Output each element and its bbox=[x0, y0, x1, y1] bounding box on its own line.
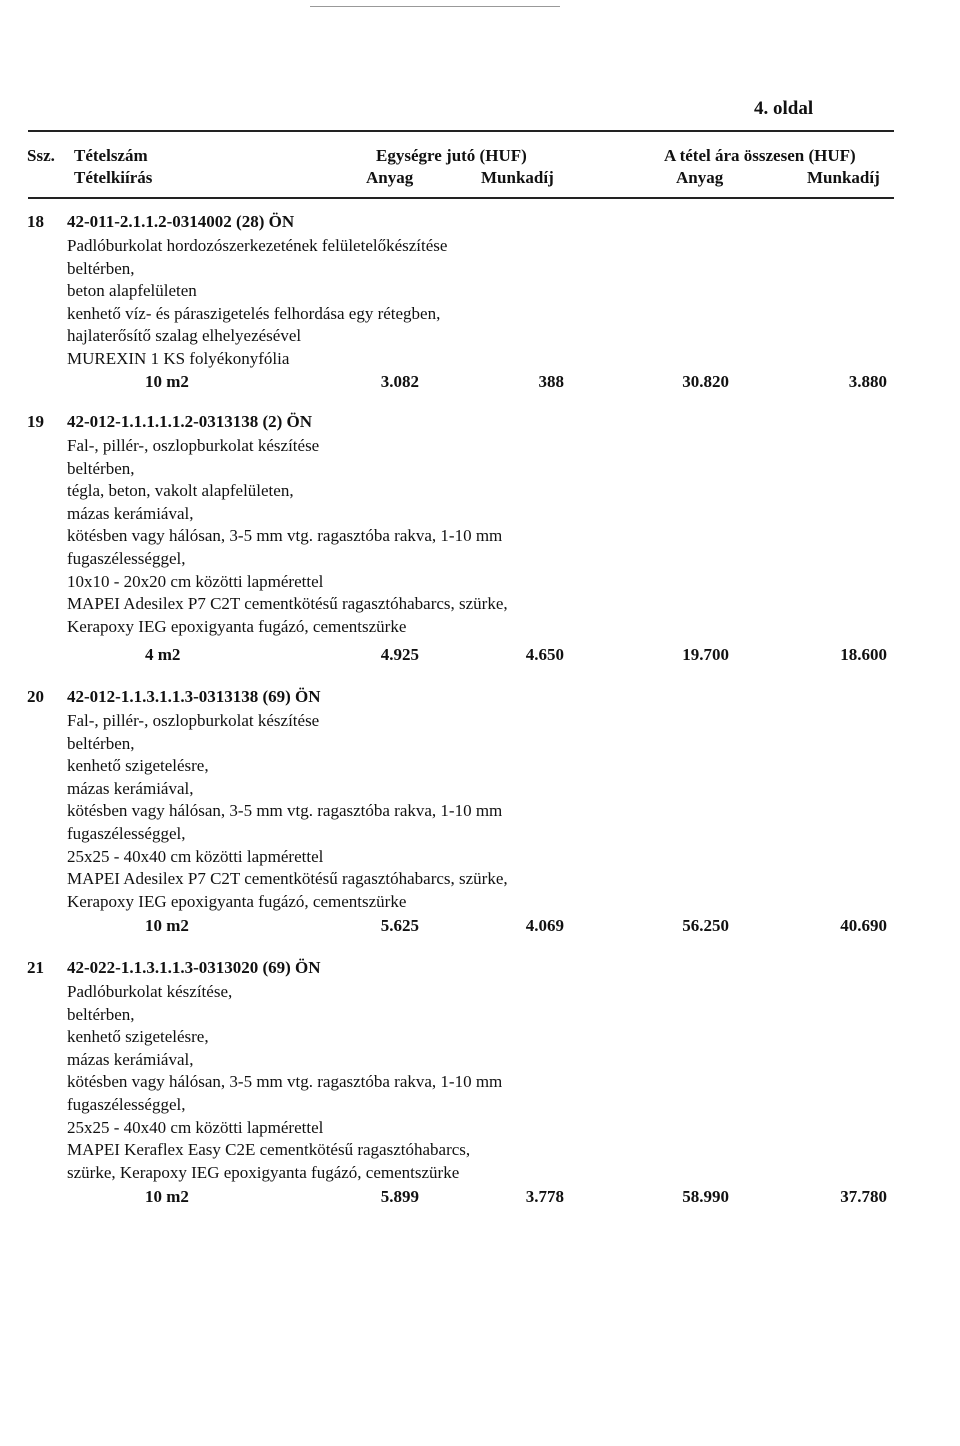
total-material-price: 30.820 bbox=[682, 372, 729, 391]
item-code: 42-012-1.1.1.1.1.2-0313138 (2) ÖN bbox=[67, 412, 313, 431]
header-unit-price: Egységre jutó (HUF) bbox=[376, 146, 527, 165]
total-material-price: 58.990 bbox=[682, 1187, 729, 1206]
item-description-line: kötésben vagy hálósan, 3-5 mm vtg. ragasztóba rakva, 1-10 mm bbox=[67, 801, 503, 821]
unit-labor-price: 4.069 bbox=[525, 916, 564, 935]
total-labor-price: 18.600 bbox=[840, 645, 887, 664]
unit-material-price: 4.925 bbox=[380, 645, 419, 664]
total-labor-price: 3.880 bbox=[848, 372, 887, 391]
item-description-line: mázas kerámiával, bbox=[67, 778, 194, 798]
unit-material-price: 5.899 bbox=[380, 1187, 419, 1206]
item-description-line: beltérben, bbox=[67, 1004, 135, 1024]
item-description-line: tégla, beton, vakolt alapfelületen, bbox=[67, 481, 294, 501]
item-description-line: fugaszélességgel, bbox=[67, 1095, 186, 1114]
header-unit-labor: Munkadíj bbox=[481, 168, 554, 187]
unit-material-price: 5.625 bbox=[380, 916, 419, 935]
header-total-price: A tétel ára összesen (HUF) bbox=[664, 146, 856, 165]
item-description-line: MAPEI Keraflex Easy C2E cementkötésű ragasztóhabarcs, bbox=[67, 1140, 471, 1160]
header-bottom-rule bbox=[28, 197, 894, 199]
header-total-labor: Munkadíj bbox=[807, 168, 880, 187]
unit-labor-price: 3.778 bbox=[525, 1187, 564, 1206]
header-tetelszam: Tételszám bbox=[74, 146, 148, 165]
unit-labor-price: 388 bbox=[538, 372, 564, 391]
header-unit-material: Anyag bbox=[366, 168, 414, 187]
item-description-line: fugaszélességgel, bbox=[67, 549, 186, 568]
item-description-line: mázas kerámiával, bbox=[67, 1049, 194, 1069]
item-description-line: 10x10 - 20x20 cm közötti lapmérettel bbox=[67, 571, 324, 591]
total-labor-price: 40.690 bbox=[840, 916, 887, 935]
item-number: 20 bbox=[27, 687, 44, 706]
item-description-line: kenhető szigetelésre, bbox=[67, 1027, 209, 1047]
item-code: 42-022-1.1.3.1.1.3-0313020 (69) ÖN bbox=[67, 958, 321, 977]
header-top-rule bbox=[28, 130, 894, 132]
item-description-line: MAPEI Adesilex P7 C2T cementkötésű ragasztóhabarcs, szürke, bbox=[67, 594, 508, 614]
item-description-line: Fal-, pillér-, oszlopburkolat készítése bbox=[67, 711, 320, 730]
item-description-line: Padlóburkolat készítése, bbox=[67, 982, 233, 1001]
item-description-line: Kerapoxy IEG epoxigyanta fugázó, cementszürke bbox=[67, 891, 407, 911]
item-code: 42-012-1.1.3.1.1.3-0313138 (69) ÖN bbox=[67, 687, 321, 706]
item-description-line: beltérben, bbox=[67, 458, 135, 478]
item-quantity: 10 m2 bbox=[145, 372, 189, 391]
item-description-line: fugaszélességgel, bbox=[67, 824, 186, 843]
item-description-line: 25x25 - 40x40 cm közötti lapmérettel bbox=[67, 1117, 324, 1137]
item-number: 21 bbox=[27, 958, 44, 977]
item-quantity: 10 m2 bbox=[145, 1187, 189, 1206]
header-total-material: Anyag bbox=[676, 168, 724, 187]
item-description-line: mázas kerámiával, bbox=[67, 503, 194, 523]
unit-labor-price: 4.650 bbox=[525, 645, 564, 664]
item-number: 19 bbox=[27, 412, 44, 431]
item-description-line: MUREXIN 1 KS folyékonyfólia bbox=[67, 349, 290, 368]
item-description-line: Fal-, pillér-, oszlopburkolat készítése bbox=[67, 436, 320, 455]
item-description-line: beltérben, bbox=[67, 733, 135, 753]
item-description-line: kenhető víz- és páraszigetelés felhordása egy rétegben, bbox=[67, 303, 441, 323]
item-description-line: MAPEI Adesilex P7 C2T cementkötésű ragasztóhabarcs, szürke, bbox=[67, 869, 508, 889]
header-tetelkiiras: Tételkiírás bbox=[74, 168, 153, 187]
top-rule bbox=[310, 6, 560, 7]
item-description-line: beltérben, bbox=[67, 258, 135, 278]
item-description-line: kötésben vagy hálósan, 3-5 mm vtg. ragasztóba rakva, 1-10 mm bbox=[67, 1072, 503, 1092]
item-description-line: 25x25 - 40x40 cm közötti lapmérettel bbox=[67, 846, 324, 866]
item-description-line: kötésben vagy hálósan, 3-5 mm vtg. ragasztóba rakva, 1-10 mm bbox=[67, 526, 503, 546]
header-ssz: Ssz. bbox=[27, 146, 55, 165]
item-description-line: Padlóburkolat hordozószerkezetének felületelőkészítése bbox=[67, 236, 448, 255]
total-material-price: 19.700 bbox=[682, 645, 729, 664]
unit-material-price: 3.082 bbox=[380, 372, 419, 391]
page-number: 4. oldal bbox=[754, 98, 814, 119]
item-quantity: 4 m2 bbox=[145, 645, 181, 664]
total-material-price: 56.250 bbox=[682, 916, 729, 935]
item-description-line: szürke, Kerapoxy IEG epoxigyanta fugázó, cementszürke bbox=[67, 1162, 460, 1182]
item-description-line: kenhető szigetelésre, bbox=[67, 756, 209, 776]
item-code: 42-011-2.1.1.2-0314002 (28) ÖN bbox=[67, 212, 295, 231]
total-labor-price: 37.780 bbox=[840, 1187, 887, 1206]
item-number: 18 bbox=[27, 212, 44, 231]
item-quantity: 10 m2 bbox=[145, 916, 189, 935]
item-description-line: hajlaterősítő szalag elhelyezésével bbox=[67, 326, 302, 346]
item-description-line: Kerapoxy IEG epoxigyanta fugázó, cementszürke bbox=[67, 616, 407, 636]
item-description-line: beton alapfelületen bbox=[67, 281, 197, 301]
